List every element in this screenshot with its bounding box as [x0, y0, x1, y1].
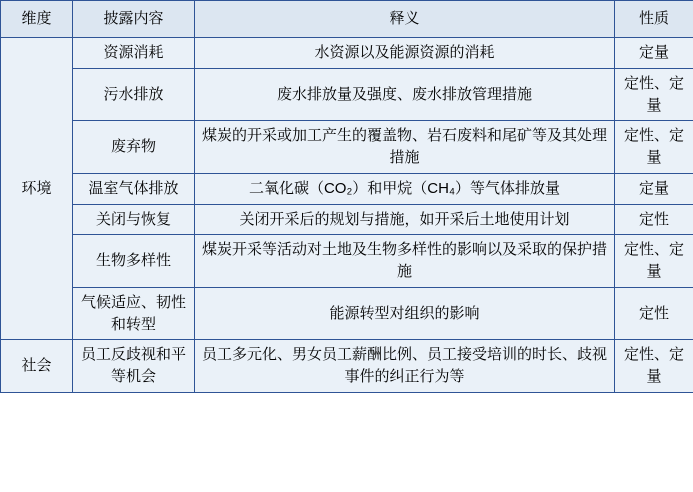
- table-header-row: [1, 1, 693, 38]
- description-cell: 废水排放量及强度、废水排放管理措施: [195, 68, 615, 121]
- description-cell: 煤炭的开采或加工产生的覆盖物、岩石废料和尾矿等及其处理措施: [195, 121, 615, 174]
- table-row: [1, 340, 693, 393]
- nature-cell: 定性、定量: [615, 235, 693, 288]
- column-header-dimension: 维度: [1, 1, 73, 38]
- nature-cell: 定量: [615, 38, 693, 69]
- table-row: [1, 235, 693, 288]
- item-cell: 温室气体排放: [73, 173, 195, 204]
- description-cell: 员工多元化、男女员工薪酬比例、员工接受培训的时长、歧视事件的纠正行为等: [195, 340, 615, 393]
- column-header-nature: 性质: [615, 1, 693, 38]
- description-cell: 水资源以及能源资源的消耗: [195, 38, 615, 69]
- item-cell: 废弃物: [73, 121, 195, 174]
- item-cell: 员工反歧视和平等机会: [73, 340, 195, 393]
- table-row: [1, 173, 693, 204]
- item-cell: 关闭与恢复: [73, 204, 195, 235]
- column-header-disclosure-item: 披露内容: [73, 1, 195, 38]
- nature-cell: 定性、定量: [615, 68, 693, 121]
- dimension-cell-society: 社会: [1, 340, 73, 393]
- table-row: [1, 121, 693, 174]
- item-cell: 污水排放: [73, 68, 195, 121]
- nature-cell: 定性: [615, 204, 693, 235]
- item-cell: 气候适应、韧性和转型: [73, 287, 195, 340]
- table-header: [1, 1, 693, 38]
- nature-cell: 定量: [615, 173, 693, 204]
- table-body: [1, 38, 693, 393]
- nature-cell: 定性、定量: [615, 121, 693, 174]
- table-row: [1, 38, 693, 69]
- description-cell: 关闭开采后的规划与措施，如开采后土地使用计划: [195, 204, 615, 235]
- dimension-cell-environment: 环境: [1, 38, 73, 340]
- item-cell: 资源消耗: [73, 38, 195, 69]
- nature-cell: 定性: [615, 287, 693, 340]
- column-header-definition: 释义: [195, 1, 615, 38]
- item-cell: 生物多样性: [73, 235, 195, 288]
- description-cell: 能源转型对组织的影响: [195, 287, 615, 340]
- description-cell: 二氧化碳（CO₂）和甲烷（CH₄）等气体排放量: [195, 173, 615, 204]
- table-row: [1, 287, 693, 340]
- table-row: [1, 204, 693, 235]
- table-row: [1, 68, 693, 121]
- description-cell: 煤炭开采等活动对土地及生物多样性的影响以及采取的保护措施: [195, 235, 615, 288]
- nature-cell: 定性、定量: [615, 340, 693, 393]
